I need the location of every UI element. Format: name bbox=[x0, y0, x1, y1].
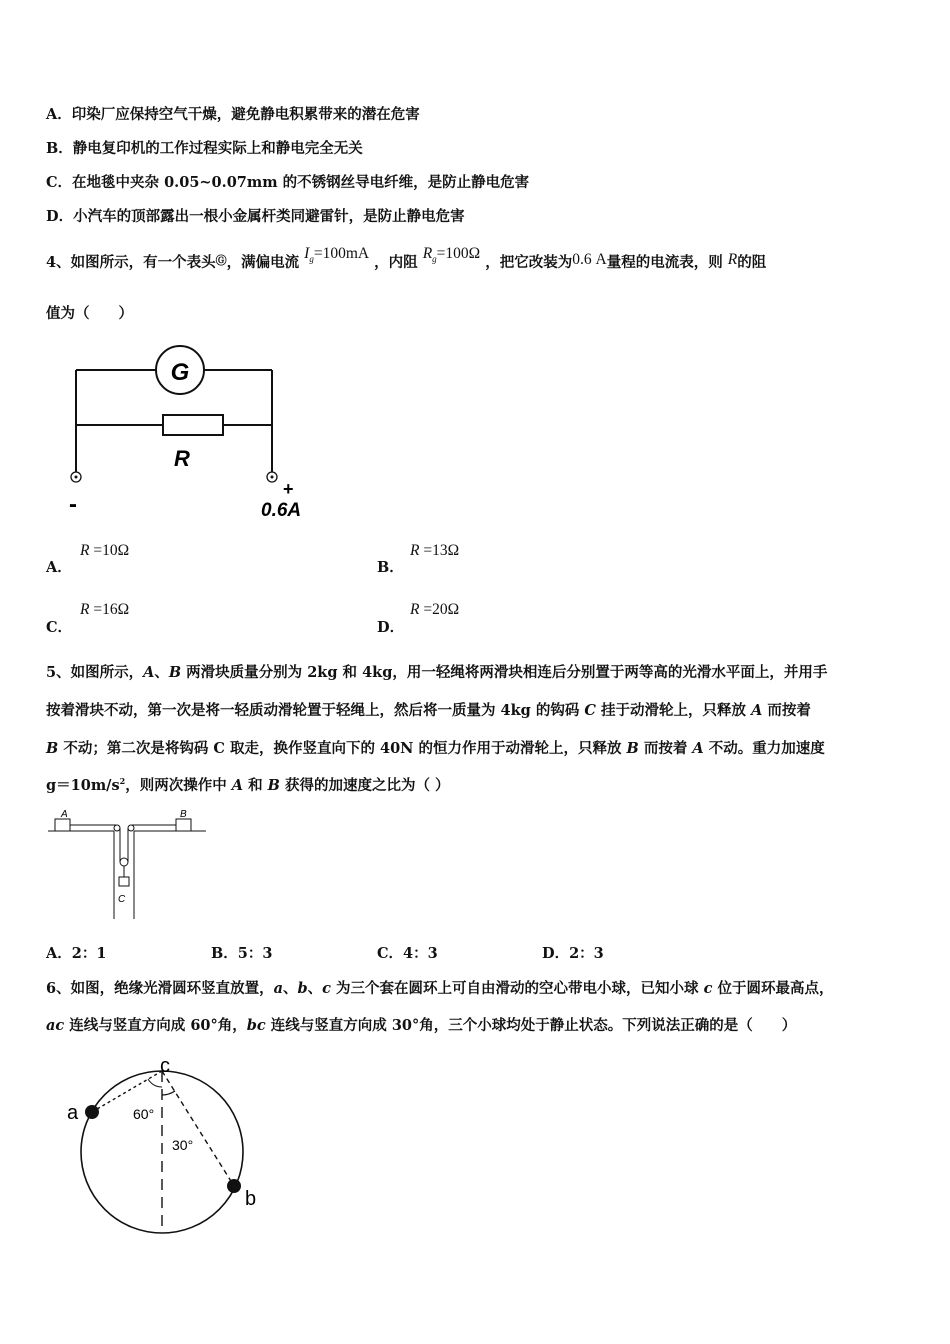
block-b bbox=[176, 819, 191, 831]
q4-text-5: 量程的电流表，则 bbox=[606, 254, 723, 271]
q4-option-c-letter: C． bbox=[46, 619, 73, 636]
label-b: B bbox=[180, 809, 187, 820]
plus-sign: + bbox=[283, 479, 294, 499]
q4-option-b-value: R =13Ω bbox=[410, 542, 460, 559]
q4-text-2: ，满偏电流 bbox=[226, 254, 300, 271]
fixed-pulley-left bbox=[114, 825, 120, 831]
q4-text-6: 的阻 bbox=[737, 254, 767, 271]
q5-stem-line2: 按着滑块不动，第一次是将一轻质动滑轮置于轻绳上，然后将一质量为 4kg 的钩码 C 挂于动滑轮上，只释放 A 而按着 bbox=[46, 702, 811, 719]
q4-text-1: 4、如图所示，有一个表头 bbox=[46, 254, 216, 271]
ball-a bbox=[85, 1105, 99, 1119]
q4-option-d-letter: D． bbox=[377, 619, 405, 636]
q4-option-d-value: R =20Ω bbox=[410, 601, 460, 618]
q3-option-d: D．小汽车的顶部露出一根小金属杆类同避雷针，是防止静电危害 bbox=[46, 208, 465, 225]
minus-sign: - bbox=[69, 491, 77, 518]
movable-pulley bbox=[120, 858, 128, 866]
q3-option-c: C．在地毯中夹杂 0.05~0.07mm 的不锈钢丝导电纤维，是防止静电危害 bbox=[46, 174, 530, 191]
angle-arc-30 bbox=[162, 1091, 175, 1095]
angle-arc-60 bbox=[148, 1079, 162, 1087]
q6-stem-line2: ac 连线与竖直方向成 60°角，bc 连线与竖直方向成 30°角，三个小球均处于静止状态。下列说法正确的是（ ） bbox=[46, 1017, 797, 1034]
resistor bbox=[163, 415, 223, 435]
fixed-pulley-right bbox=[128, 825, 134, 831]
r-symbol: R bbox=[727, 251, 738, 268]
range-value: 0.6 A bbox=[572, 251, 607, 268]
q6-stem-line1: 6、如图，绝缘光滑圆环竖直放置，a、b、c 为三个套在圆环上可自由滑动的空心带电小球，已知小球 c 位于圆环最高点， bbox=[46, 980, 834, 997]
q4-option-a-letter: A． bbox=[46, 559, 72, 576]
label-c: c bbox=[160, 1055, 170, 1077]
q5-option-c: C．4：3 bbox=[377, 945, 438, 962]
q5-stem-line3: B 不动；第二次是将钩码 C 取走，换作竖直向下的 40N 的恒力作用于动滑轮上，只释放 B 而按着 A 不动。重力加速度 bbox=[46, 740, 825, 757]
label-a: A bbox=[61, 809, 68, 820]
bc-line bbox=[162, 1071, 234, 1186]
q5-stem-line1: 5、如图所示，A、B 两滑块质量分别为 2kg 和 4kg，用一轻绳将两滑块相连后分别置于两等高的光滑水平面上，并用手 bbox=[46, 664, 828, 681]
q4-circuit-diagram bbox=[55, 340, 335, 525]
q5-pulley-diagram bbox=[44, 804, 214, 922]
q4-stem-line1 bbox=[46, 245, 767, 272]
q5-option-b: B．5：3 bbox=[211, 945, 273, 962]
block-a bbox=[55, 819, 70, 831]
galvanometer-symbol: Ⓖ bbox=[215, 254, 227, 267]
q5-option-d: D．2：3 bbox=[542, 945, 604, 962]
angle-30-label: 30° bbox=[172, 1137, 194, 1153]
q4-text-4: ，把它改装为 bbox=[485, 254, 573, 271]
label-a: a bbox=[67, 1102, 79, 1124]
ball-b bbox=[227, 1179, 241, 1193]
ig-formula: $I_g=100mA$ bbox=[304, 245, 370, 264]
g-label: G bbox=[170, 359, 190, 386]
r-label: R bbox=[174, 446, 190, 471]
rg-formula: $R_g=100\Omega$ bbox=[422, 245, 481, 264]
label-c: C bbox=[118, 894, 126, 905]
q6-ring-diagram bbox=[60, 1055, 280, 1235]
q4-option-b-letter: B． bbox=[377, 559, 404, 576]
q4-stem-line2: 值为（ ） bbox=[46, 305, 133, 322]
q3-option-a: A．印染厂应保持空气干燥，避免静电积累带来的潜在危害 bbox=[46, 106, 420, 123]
label-b: b bbox=[245, 1188, 257, 1210]
q4-option-c-value: R =16Ω bbox=[80, 601, 130, 618]
q4-option-a-value: R =10Ω bbox=[80, 542, 130, 559]
q5-option-a: A．2：1 bbox=[46, 945, 107, 962]
q5-stem-line4: $g=10m/s^2$，则两次操作中 A 和 B 获得的加速度之比为（ ） bbox=[46, 776, 450, 794]
q3-option-b: B．静电复印机的工作过程实际上和静电完全无关 bbox=[46, 140, 363, 157]
q4-text-3: ，内阻 bbox=[374, 254, 418, 271]
angle-60-label: 60° bbox=[133, 1106, 155, 1122]
hook-weight-c bbox=[119, 877, 129, 886]
range-label: 0.6A bbox=[261, 500, 302, 521]
